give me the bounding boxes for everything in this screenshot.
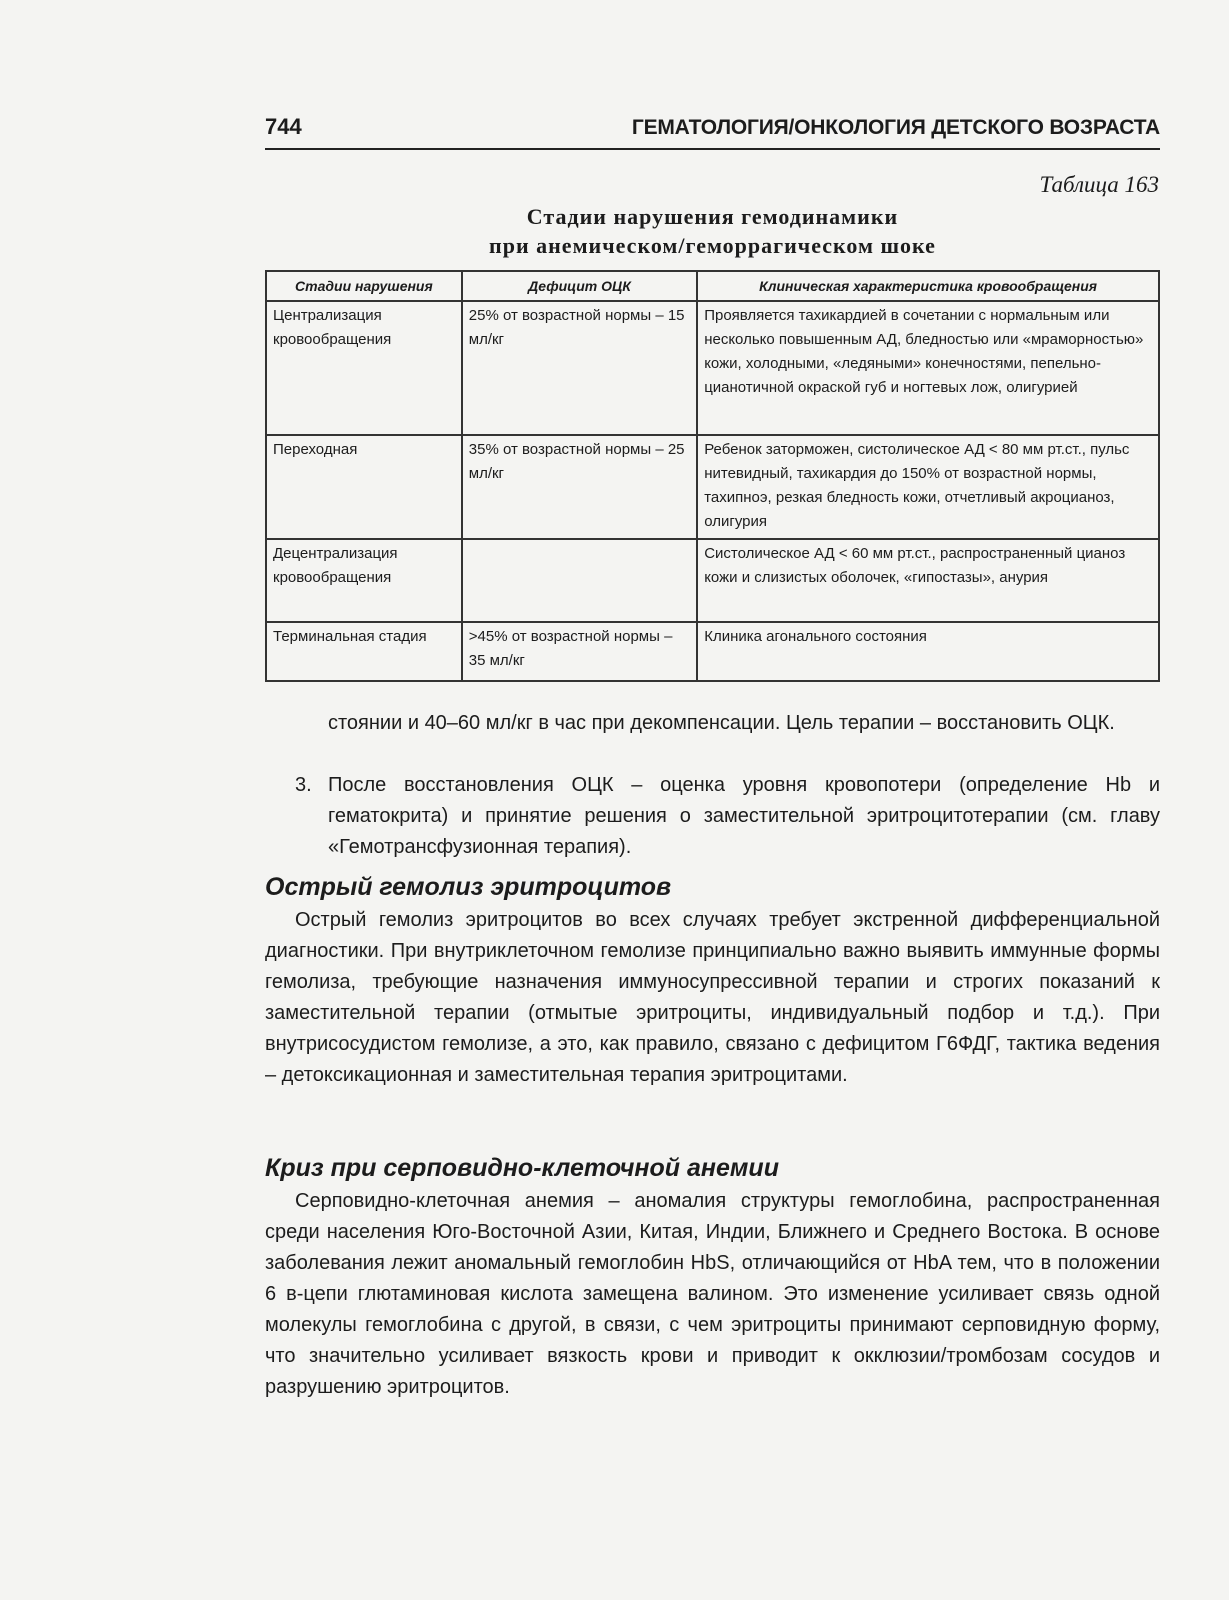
cell-stage: Переходная [266, 435, 462, 539]
cell-deficit: 25% от возрастной нормы – 15 мл/кг [462, 301, 697, 435]
cell-stage: Децентрализация кровообращения [266, 539, 462, 622]
cell-deficit [462, 539, 697, 622]
cell-deficit: >45% от возрастной нормы – 35 мл/кг [462, 622, 697, 681]
column-header-stage: Стадии нарушения [266, 271, 462, 301]
table-header-row [266, 271, 1159, 301]
continuation-paragraph: стоянии и 40–60 мл/кг в час при декомпенсации. Цель терапии – восстановить ОЦК. [328, 712, 1115, 734]
cell-clinic: Систолическое АД < 60 мм рт.ст., распространенный цианоз кожи и слизистых оболочек, «гипостазы», анурия [697, 539, 1159, 622]
cell-stage: Централизация кровообращения [266, 301, 462, 435]
table-row [266, 622, 1159, 681]
cell-clinic: Клиника агонального состояния [697, 622, 1159, 681]
list-item-3 [295, 770, 1160, 863]
running-title: ГЕМАТОЛОГИЯ/ОНКОЛОГИЯ ДЕТСКОГО ВОЗРАСТА [631, 116, 1160, 139]
cell-clinic: Ребенок заторможен, систолическое АД < 80 мм рт.ст., пульс нитевидный, тахикардия до 150% от возрастной нормы, тахипноэ, резкая бледность кожи, отчетливый акроцианоз, олигурия [697, 435, 1159, 539]
page-number: 744 [265, 114, 302, 139]
section-heading-hemolysis: Острый гемолиз эритроцитов [265, 873, 672, 901]
section-paragraph-hemolysis: Острый гемолиз эритроцитов во всех случаях требует экстренной дифференциальной диагностики. При внутриклеточном гемолизе принципиально важно выявить иммунные формы гемолиза, требующие назначения иммуносупрессивной терапии и строгих показаний к заместительной терапии (отмытые эритроциты, индивидуальный подбор и т.д.). При внутрисосудистом гемолизе, а это, как правило, связано с дефицитом Г6ФДГ, тактика ведения – детоксикационная и заместительная терапия эритроцитами. [265, 909, 1160, 1086]
list-item-number: 3. [295, 774, 312, 796]
cell-deficit: 35% от возрастной нормы – 25 мл/кг [462, 435, 697, 539]
section-heading-sickle-cell: Криз при серповидно-клеточной анемии [265, 1154, 779, 1182]
table-row [266, 539, 1159, 622]
column-header-clinic: Клиническая характеристика кровообращения [697, 271, 1159, 301]
list-item-text: После восстановления ОЦК – оценка уровня кровопотери (определение Hb и гематокрита) и принятие решения о заместительной эритроцитотерапии (см. главу «Гемотрансфузионная терапия). [328, 774, 1160, 858]
table-title-line-1: Стадии нарушения гемодинамики [526, 204, 899, 229]
table-title-line-2: при анемическом/геморрагическом шоке [489, 233, 936, 258]
table-row [266, 435, 1159, 539]
running-header [265, 108, 1160, 150]
hemodynamics-stages-table [265, 270, 1160, 682]
cell-stage: Терминальная стадия [266, 622, 462, 681]
table-title [265, 202, 1160, 260]
section-paragraph-sickle-cell: Серповидно-клеточная анемия – аномалия структуры гемоглобина, распространенная среди населения Юго-Восточной Азии, Китая, Индии, Ближнего и Среднего Востока. В основе заболевания лежит аномальный гемоглобин HbS, отличающийся от HbA тем, что в положении 6 в-цепи глютаминовая кислота замещена валином. Это изменение усиливает связь одной молекулы гемоглобина с другой, в связи, с чем эритроциты принимают серповидную форму, что значительно усиливает вязкость крови и приводит к окклюзии/тромбозам сосудов и разрушению эритроцитов. [265, 1190, 1160, 1398]
column-header-deficit: Дефицит ОЦК [462, 271, 697, 301]
table-label: Таблица 163 [1039, 172, 1159, 197]
table-row [266, 301, 1159, 435]
cell-clinic: Проявляется тахикардией в сочетании с нормальным или несколько повышенным АД, бледностью или «мраморностью» кожи, холодными, «ледяными» конечностями, пепельно-цианотичной окраской губ и ногтевых лож, олигурией [697, 301, 1159, 435]
